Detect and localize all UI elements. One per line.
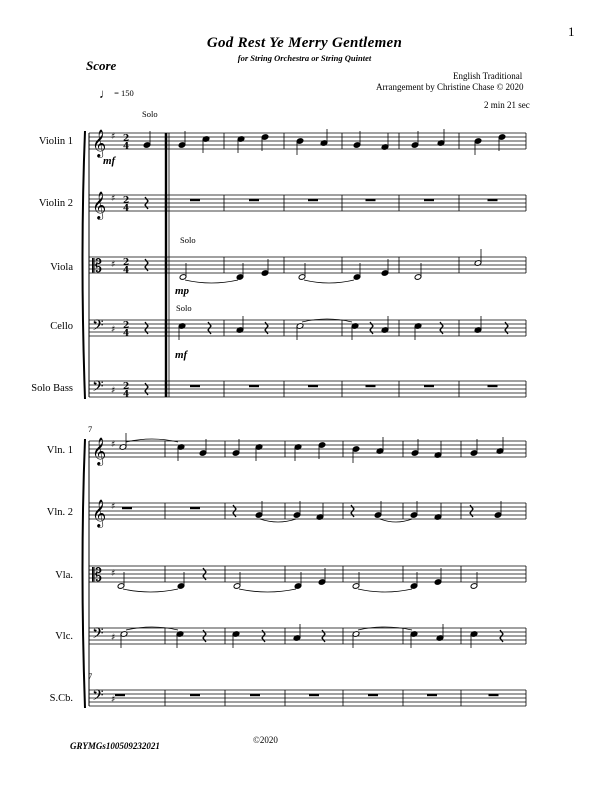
alto-clef-icon: 𝄡 bbox=[92, 565, 103, 586]
treble-clef-icon: 𝄞 bbox=[92, 191, 107, 219]
violin2-whole-rest bbox=[488, 199, 498, 201]
key-sharp-icon: ♯ bbox=[111, 386, 116, 396]
viola-tie bbox=[185, 280, 238, 283]
viola-tie bbox=[304, 280, 354, 283]
viola-tie bbox=[123, 589, 178, 592]
treble-clef-icon: 𝄞 bbox=[92, 129, 107, 157]
key-sharp-icon: ♯ bbox=[111, 132, 116, 142]
bass-whole-rest bbox=[489, 694, 499, 696]
cello-dynamic-mf: mf bbox=[175, 349, 188, 361]
time-signature-top: 2 bbox=[123, 382, 130, 392]
violin2-whole-rest bbox=[249, 199, 259, 201]
arranger-credit: Arrangement by Christine Chase © 2020 bbox=[376, 82, 524, 92]
bass-whole-rest bbox=[249, 385, 259, 387]
violin1-solo-direction: Solo bbox=[142, 109, 158, 119]
bass-whole-rest bbox=[368, 694, 378, 696]
violin2-whole-rest bbox=[122, 507, 132, 509]
tempo-value: = 150 bbox=[114, 88, 134, 98]
treble-clef-icon: 𝄞 bbox=[92, 437, 107, 465]
key-sharp-icon: ♯ bbox=[111, 569, 116, 579]
violin1-tie bbox=[126, 439, 178, 442]
page-number: 1 bbox=[568, 24, 575, 39]
cello-solo-direction: Solo bbox=[176, 303, 192, 313]
key-sharp-icon: ♯ bbox=[111, 194, 116, 204]
origin-credit: English Traditional bbox=[453, 71, 523, 81]
system2-bracket bbox=[83, 439, 86, 708]
time-signature-bottom: 4 bbox=[123, 266, 130, 276]
key-sharp-icon: ♯ bbox=[111, 633, 116, 643]
violin2-tie bbox=[260, 519, 296, 522]
time-signature-bottom: 4 bbox=[123, 390, 130, 400]
score-subtitle: for String Orchestra or String Quintet bbox=[237, 53, 372, 63]
instrument-abbrev-cello: Vlc. bbox=[55, 631, 73, 642]
violin2-whole-rest bbox=[424, 199, 434, 201]
time-signature-top: 2 bbox=[123, 321, 130, 331]
cello-tie bbox=[358, 627, 412, 630]
bass-whole-rest bbox=[115, 694, 125, 696]
viola-tie bbox=[239, 589, 296, 592]
measure-number-system2-bass: 7 bbox=[88, 671, 93, 681]
time-signature-bottom: 4 bbox=[123, 204, 130, 214]
time-signature-bottom: 4 bbox=[123, 329, 130, 339]
key-sharp-icon: ♯ bbox=[111, 325, 116, 335]
cello-tie bbox=[126, 627, 178, 630]
bass-clef-icon: 𝄢 bbox=[92, 378, 104, 399]
violin2-tie bbox=[380, 519, 412, 522]
instrument-name-violin2: Violin 2 bbox=[38, 198, 73, 209]
cello-tie bbox=[302, 319, 352, 322]
time-signature-top: 2 bbox=[123, 196, 130, 206]
bass-whole-rest bbox=[190, 385, 200, 387]
bass-whole-rest bbox=[308, 385, 318, 387]
instrument-abbrev-violin2: Vln. 2 bbox=[46, 507, 73, 518]
viola-tie bbox=[358, 589, 412, 592]
bass-whole-rest bbox=[424, 385, 434, 387]
instrument-abbrev-viola: Vla. bbox=[55, 570, 73, 581]
treble-clef-icon: 𝄞 bbox=[92, 499, 107, 527]
footer-catalog-code: GRYMGs100509232021 bbox=[70, 741, 160, 751]
instrument-name-solo-bass: Solo Bass bbox=[31, 383, 73, 394]
violin2-whole-rest bbox=[308, 199, 318, 201]
measure-number-system2: 7 bbox=[88, 424, 93, 434]
bass-whole-rest bbox=[427, 694, 437, 696]
bass-clef-icon: 𝄢 bbox=[92, 625, 104, 646]
time-signature-bottom: 4 bbox=[123, 142, 130, 152]
bass-whole-rest bbox=[488, 385, 498, 387]
footer-copyright: ©2020 bbox=[253, 735, 278, 745]
violin2-whole-rest bbox=[190, 507, 200, 509]
score-title: God Rest Ye Merry Gentlemen bbox=[206, 35, 403, 51]
key-sharp-icon: ♯ bbox=[111, 695, 116, 705]
time-signature-top: 2 bbox=[123, 134, 130, 144]
time-signature-top: 2 bbox=[123, 258, 130, 268]
instrument-abbrev-violin1: Vln. 1 bbox=[46, 445, 73, 456]
bass-whole-rest bbox=[190, 694, 200, 696]
instrument-name-cello: Cello bbox=[50, 321, 73, 332]
duration-label: 2 min 21 sec bbox=[484, 100, 530, 110]
key-sharp-icon: ♯ bbox=[111, 260, 116, 270]
bass-whole-rest bbox=[366, 385, 376, 387]
alto-clef-icon: 𝄡 bbox=[92, 256, 103, 277]
score-label: Score bbox=[86, 58, 117, 73]
key-sharp-icon: ♯ bbox=[111, 440, 116, 450]
bass-clef-icon: 𝄢 bbox=[92, 317, 104, 338]
viola-dynamic-mp: mp bbox=[175, 285, 190, 297]
system-bracket bbox=[83, 131, 86, 399]
violin2-whole-rest bbox=[366, 199, 376, 201]
violin1-dynamic-mf: mf bbox=[103, 155, 116, 167]
key-sharp-icon: ♯ bbox=[111, 502, 116, 512]
instrument-name-viola: Viola bbox=[50, 262, 73, 273]
violin2-whole-rest bbox=[190, 199, 200, 201]
bass-whole-rest bbox=[250, 694, 260, 696]
bass-clef-icon: 𝄢 bbox=[92, 687, 104, 708]
quarter-note-icon: ♩ bbox=[99, 86, 112, 101]
viola-solo-direction: Solo bbox=[180, 235, 196, 245]
instrument-name-violin1: Violin 1 bbox=[38, 136, 73, 147]
bass-whole-rest bbox=[309, 694, 319, 696]
instrument-abbrev-solo-bass: S.Cb. bbox=[49, 693, 73, 704]
